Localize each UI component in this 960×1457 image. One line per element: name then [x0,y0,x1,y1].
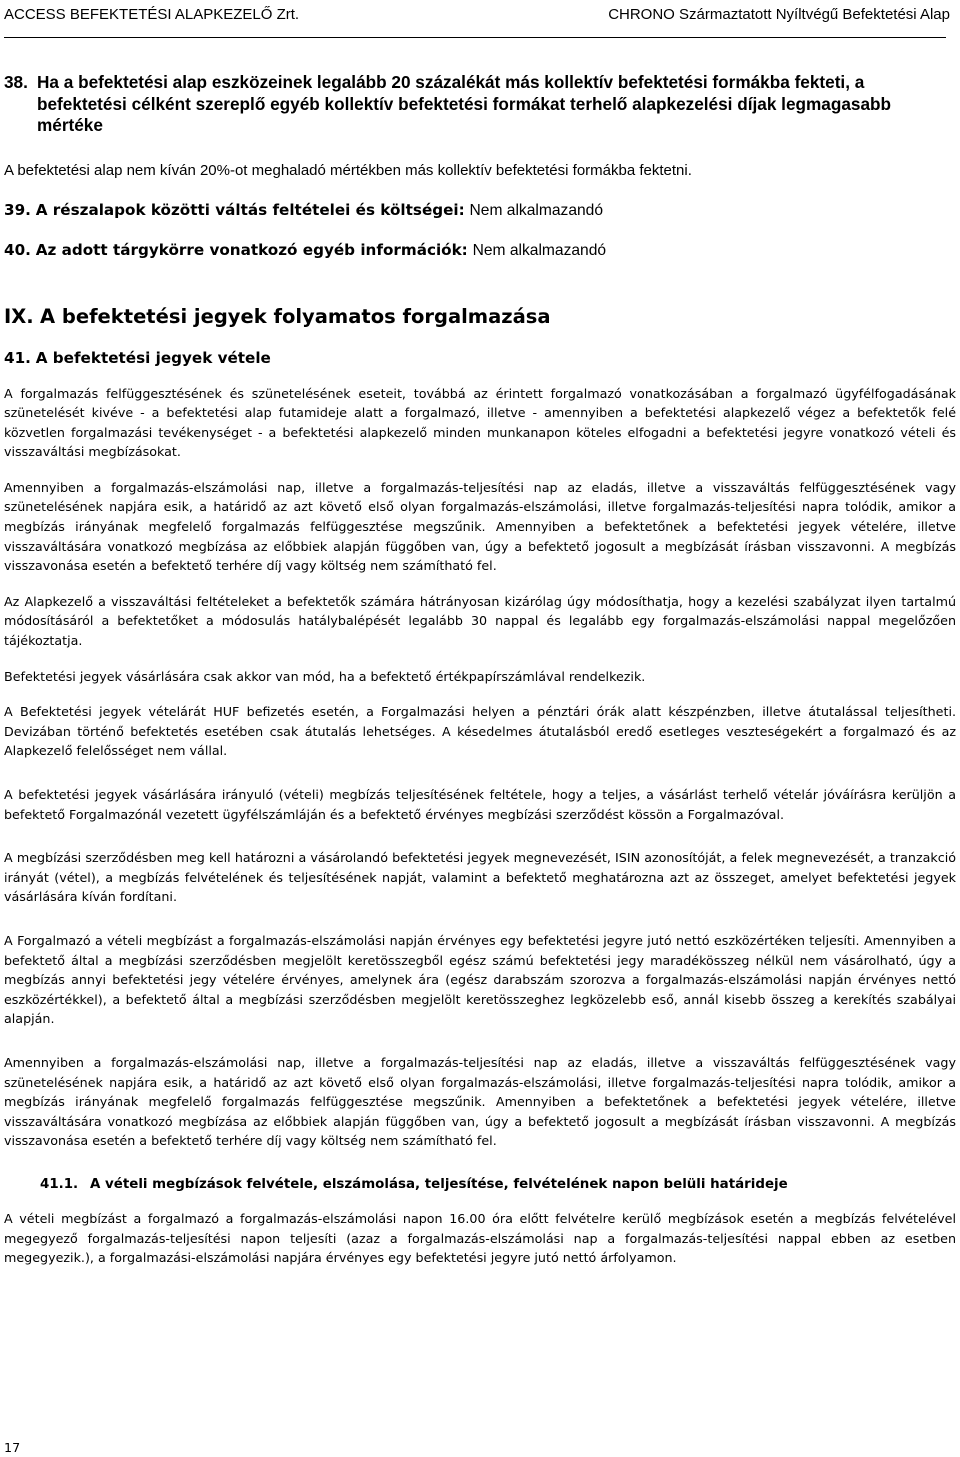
section-38-heading [4,72,956,137]
section-40-heading [4,240,956,261]
section-41-heading [4,348,956,368]
page-content [4,72,956,1268]
section-41-paragraph-8: A Forgalmazó a vételi megbízást a forgalmazás-elszámolási napján érvényes egy befektetési jegyre jutó nettó eszközértéken teljesíti. Amennyiben a befektető által a megbízási szerződésben megjelölt keretösszegből egész számú befektetési jegy maradékösszeg nélkül nem vásárolható, úgy a megbízás annyi befektetési jegy vételére érvényes, amelynek ára (egész darabszám szorozva a forgalmazás-elszámolási napján érvényes nettó eszközértékkel), a befektető által a megbízási szerződésben megjelölt keretösszeghez legközelebb eső, annál kisebb összeg a kerekítés szabályai alapján. [4,932,956,1027]
chapter-ix-title: A befektetési jegyek folyamatos forgalmazása [40,304,551,328]
section-41-paragraph-2: Amennyiben a forgalmazás-elszámolási nap, illetve a forgalmazás-teljesítési nap az eladás, illetve a visszaváltás felfüggesztésének vagy szünetelésének napjára esik, a határidő az azt követő első olyan forgalmazás-elszámolási, illetve forgalmazás-teljesítési napra tolódik, amikor a megbízás irányának megfelelő forgalmazás felfüggesztése megszűnik. Amennyiben a befektetőnek a befektetési jegyek vételére, illetve visszaváltására vonatkozó megbízása az előbbiek alapján függőben van, úgy a befektető jogosult a megbízását írásban visszavonni. A megbízás visszavonása esetén a befektető terhére díj vagy költség nem számítható fel. [4,479,956,574]
header-fund-name: CHRONO Származtatott Nyíltvégű Befektetési Alap [608,6,950,23]
section-38-title: Ha a befektetési alap eszközeinek legalább 20 százalékát más kollektív befektetési formákba fekteti, a befektetési célként szereplő egyéb kollektív befektetési formákat terhelő alapkezelési díjak legmagasabb mértéke [37,72,892,135]
section-41-paragraph-1: A forgalmazás felfüggesztésének és szünetelésének eseteit, továbbá az érintett forgalmazó vonatkozásában a forgalmazó ügyfélfogadásának szünetelését kivéve - a befektetési alap futamideje alatt a forgalmazó, illetve - amennyiben a befektetési alapkezelő végez a befektetők felé közvetlen forgalmazási tevékenységet - a befektetési alapkezelő minden munkanapon köteles elfogadni a befektetési jegyre vonatkozó vételi és visszaváltási megbízásokat. [4,385,956,460]
section-40-value: Nem alkalmazandó [472,241,607,259]
chapter-ix-heading [4,305,956,329]
section-38-text: A befektetési alap nem kíván 20%-ot meghaladó mértékben más kollektív befektetési formákba fektetni. [4,161,692,179]
section-41-paragraph-9: Amennyiben a forgalmazás-elszámolási nap, illetve a forgalmazás-teljesítési nap az eladás, illetve a visszaváltás felfüggesztésének vagy szünetelésének napjára esik, a határidő az azt követő első olyan forgalmazás-elszámolási, illetve forgalmazás-teljesítési napra tolódik, amikor a megbízás irányának megfelelő forgalmazás felfüggesztése megszűnik. Amennyiben a befektetőnek a befektetési jegyek vételére, illetve visszaváltására vonatkozó megbízása az előbbiek alapján függőben van, úgy a befektető jogosult a megbízását írásban visszavonni. A megbízás visszavonása esetén a befektető terhére díj vagy költség nem számítható fel. [4,1054,956,1149]
page-number: 17 [4,1440,21,1455]
header-company: ACCESS BEFEKTETÉSI ALAPKEZELŐ Zrt. [4,6,300,23]
section-41-1-heading [4,1175,956,1195]
section-39-value: Nem alkalmazandó [469,201,604,219]
section-41-paragraph-3: Az Alapkezelő a visszaváltási feltételeket a befektetők számára hátrányosan kizárólag úgy módosíthatja, hogy a kezelési szabályzat ilyen tartalmú módosításáról a befektetőket a módosulás hatálybalépését legalább 30 nappal és legalább egy forgalmazás-elszámolási nappal megelőzően tájékoztatja. [4,593,956,649]
section-41-paragraph-6: A befektetési jegyek vásárlására irányuló (vételi) megbízás teljesítésének feltétele, hogy a teljes, a vásárlást terhelő vételár jóváírásra kerüljön a befektető Forgalmazónál vezetett ügyfélszámláján és a befektető érvényes megbízási szerződést kössön a Forgalmazóval. [4,787,956,822]
section-41-paragraph-5: A Befektetési jegyek vételárát HUF befizetés esetén, a Forgalmazási helyen a pénztári órák alatt készpénzben, illetve átutalással teljesítheti. Devizában történő befektetés esetében csak átutalás lehetséges. A késedelmes átutalásból eredő esetleges veszteségekért a forgalmazó és az Alapkezelő felelősséget nem vállal. [4,704,956,759]
section-41-1-number: 41.1. [40,1176,79,1192]
section-40-number: 40. [4,240,31,259]
section-39-title: A részalapok közötti váltás feltételei és költségei: [35,200,465,219]
section-41-paragraph-7: A megbízási szerződésben meg kell határozni a vásárolandó befektetési jegyek megnevezését, ISIN azonosítóját, a felek megnevezését, a tranzakció irányát (vétel), a megbízás felvételének és teljesítésének napját, valamint a befektető meghatározna azt az összeget, amelyet befektetési jegyek vásárlására kíván fordítani. [4,850,956,905]
section-39-number: 39. [4,200,31,219]
section-40-title: Az adott tárgykörre vonatkozó egyéb információk: [35,240,468,259]
section-41-paragraph-4: Befektetési jegyek vásárlására csak akkor van mód, ha a befektető értékpapírszámlával rendelkezik. [4,668,646,684]
section-41-title: A befektetési jegyek vétele [35,348,271,367]
section-41-1-text: A vételi megbízást a forgalmazó a forgalmazás-elszámolási napon 16.00 óra előtt felvételre kerülő megbízások esetén a megbízás felvételével megegyező forgalmazás-teljesítési napon teljesíti (azaz a forgalmazás-elszámolási nap a forgalmazás-teljesítési nappal ebben az esetben megegyezik.), a forgalmazási-elszámolási napjára érvényes egy befektetési jegyre jutó nettó árfolyamon. [4,1210,956,1266]
header-divider [4,37,946,38]
section-41-number: 41. [4,348,31,367]
running-header [4,6,950,34]
section-39-heading [4,200,956,221]
section-38-number: 38. [4,72,28,92]
chapter-ix-number: IX. [4,304,34,328]
section-41-1-title: A vételi megbízások felvétele, elszámolása, teljesítése, felvételének napon belüli határideje [90,1176,788,1192]
